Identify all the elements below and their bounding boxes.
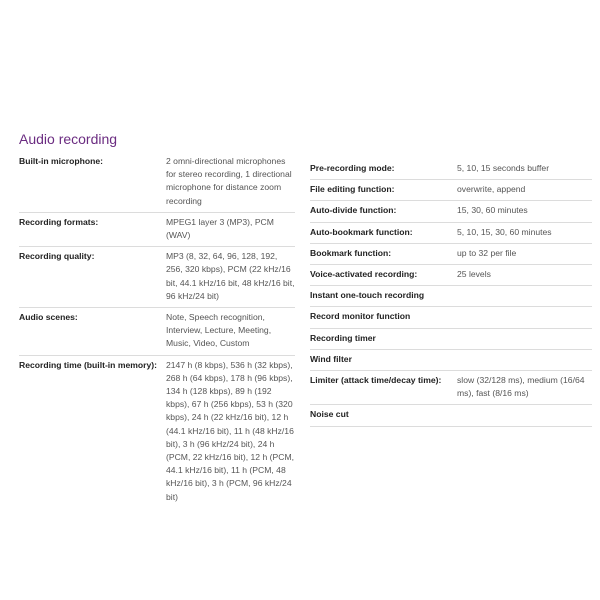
- spec-row: [310, 350, 592, 371]
- spec-row: [310, 223, 592, 244]
- spec-value: overwrite, append: [457, 184, 526, 195]
- spec-row: [310, 265, 592, 286]
- spec-value: 15, 30, 60 minutes: [457, 205, 528, 216]
- spec-value: 5, 10, 15 seconds buffer: [457, 163, 550, 173]
- spec-value: slow (32/128 ms), medium (16/64 ms), fast (8/16 ms): [457, 375, 585, 399]
- spec-label: Audio scenes:: [19, 312, 78, 323]
- spec-label: Built-in microphone:: [19, 156, 104, 166]
- spec-value: up to 32 per file: [457, 247, 517, 258]
- spec-label: File editing function:: [310, 184, 395, 195]
- spec-row: [310, 307, 592, 328]
- spec-value: MPEG1 layer 3 (MP3), PCM (WAV): [166, 216, 274, 241]
- spec-label: Recording formats:: [19, 216, 99, 227]
- spec-label: Noise cut: [310, 409, 349, 420]
- spec-row: [19, 152, 295, 213]
- spec-row: [19, 356, 295, 508]
- spec-value: 2 omni-directional microphones for stereo recording, 1 directional microphone for distance zoom recording: [166, 156, 292, 206]
- spec-label: Recording quality:: [19, 251, 95, 262]
- spec-row: [19, 308, 295, 356]
- spec-row: [19, 213, 295, 247]
- spec-label: Wind filter: [310, 353, 352, 364]
- spec-row: [310, 180, 592, 201]
- spec-table-right: [310, 159, 592, 427]
- spec-label: Limiter (attack time/decay time):: [310, 375, 442, 386]
- spec-value: 5, 10, 15, 30, 60 minutes: [457, 226, 552, 237]
- spec-row: [19, 247, 295, 308]
- spec-row: [310, 371, 592, 405]
- spec-label: Bookmark function:: [310, 247, 392, 258]
- spec-row: [310, 405, 592, 426]
- spec-row: [310, 329, 592, 350]
- spec-value: 2147 h (8 kbps), 536 h (32 kbps), 268 h (64 kbps), 178 h (96 kbps), 134 h (128 kbps), 89 h (192 kbps), 67 h (256 kbps), 53 h (320 kbps), 24 h (22 kHz/16 bit), 12 h (44.1 kHz/16 bit), 11 h (48 kHz/16 bit), 3 h (96 kHz/24 bit), 24 h (PCM, 22 kHz/16 bit), 12 h (PCM, 44.1 kHz/16 bit), 11 h (PCM, 48 kHz/16 bit), 3 h (PCM, 96 kHz/24 bit): [166, 359, 294, 502]
- section-title: Audio recording: [19, 131, 118, 147]
- spec-row: [310, 201, 592, 222]
- spec-value: MP3 (8, 32, 64, 96, 128, 192, 256, 320 kbps), PCM (22 kHz/16 bit, 44.1 kHz/16 bit, 48 kHz/16 bit, 96 kHz/24 bit): [166, 251, 295, 301]
- spec-label: Recording timer: [310, 332, 376, 343]
- spec-label: Instant one-touch recording: [310, 290, 425, 301]
- spec-table-left: [19, 152, 295, 508]
- spec-label: Recording time (built-in memory):: [19, 359, 157, 370]
- spec-row: [310, 159, 592, 180]
- spec-value: 25 levels: [457, 269, 491, 280]
- spec-value: Note, Speech recognition, Interview, Lecture, Meeting, Music, Video, Custom: [166, 312, 272, 349]
- spec-label: Record monitor function: [310, 311, 411, 322]
- spec-label: Pre-recording mode:: [310, 163, 395, 173]
- spec-label: Auto-divide function:: [310, 205, 397, 216]
- spec-label: Auto-bookmark function:: [310, 226, 413, 237]
- spec-row: [310, 286, 592, 307]
- spec-label: Voice-activated recording:: [310, 269, 418, 280]
- spec-row: [310, 244, 592, 265]
